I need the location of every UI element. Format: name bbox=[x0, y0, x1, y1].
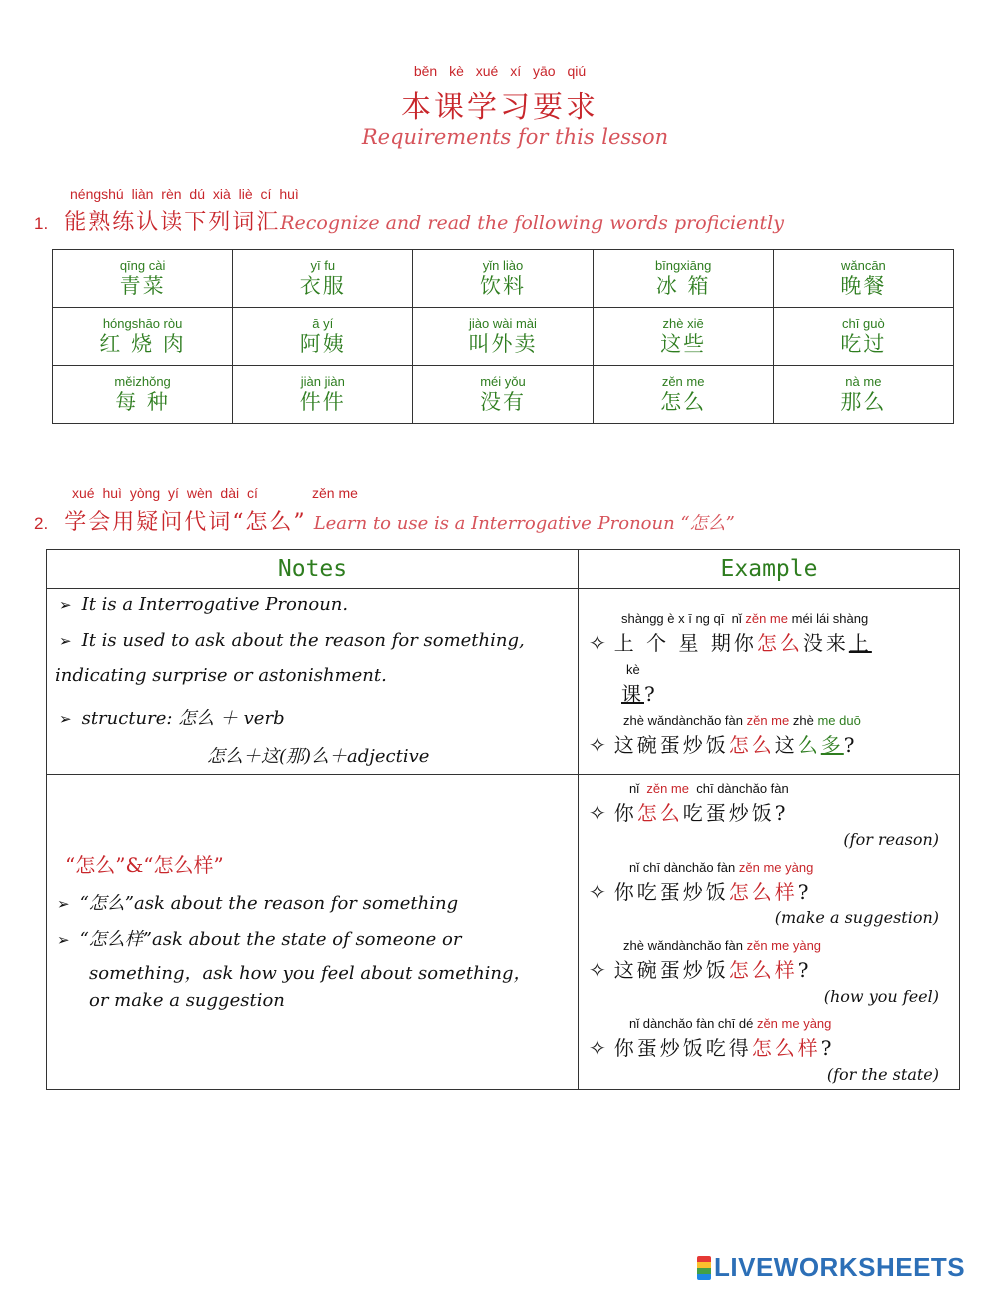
vocab-word: 件件 bbox=[299, 389, 346, 414]
sentence-highlight: 怎么样 bbox=[728, 880, 798, 904]
section1-title-cn: 能熟练认读下列词汇 bbox=[64, 210, 281, 235]
note-text: It is used to ask about the reason for something, bbox=[81, 630, 525, 651]
liveworksheets-logo[interactable] bbox=[697, 1252, 965, 1283]
page-title: 本课学习要求 bbox=[401, 90, 599, 125]
vocab-cell bbox=[773, 366, 953, 424]
vocab-word: 冰 箱 bbox=[655, 273, 711, 298]
diamond-star-icon: ✧ bbox=[589, 631, 606, 655]
example-sentence bbox=[589, 627, 886, 656]
note-bullet bbox=[59, 704, 285, 730]
pinyin-highlight: zěn me yàng bbox=[756, 1016, 832, 1031]
vocab-cell bbox=[413, 308, 593, 366]
pinyin-text: nǐ bbox=[731, 611, 742, 626]
example-tag: (make a suggestion) bbox=[774, 908, 939, 927]
page-subtitle: Requirements for this lesson bbox=[361, 125, 669, 149]
vocab-pinyin: chī guò bbox=[842, 315, 885, 331]
vocab-cell bbox=[773, 250, 953, 308]
example-pinyin bbox=[629, 1016, 831, 1031]
pinyin-highlight: me duō bbox=[817, 713, 861, 728]
note-bullet bbox=[57, 925, 462, 951]
sentence-highlight: 多 bbox=[820, 733, 844, 757]
vocab-cell bbox=[773, 308, 953, 366]
vocab-pinyin: měizhǒng bbox=[114, 373, 171, 389]
note-text: or make a suggestion bbox=[89, 990, 285, 1011]
vocab-cell bbox=[233, 308, 413, 366]
arrow-bullet-icon: ➢ bbox=[59, 710, 72, 728]
vocab-cell bbox=[53, 308, 233, 366]
vocab-word: 这些 bbox=[660, 331, 707, 356]
sentence-text: 你蛋炒饭吃得 bbox=[613, 1036, 752, 1060]
note-text: It is a Interrogative Pronoun. bbox=[81, 594, 349, 615]
section1-title-en: Recognize and read the following words proficiently bbox=[280, 212, 784, 234]
table-row bbox=[53, 366, 954, 424]
vocab-pinyin: zhè xiē bbox=[662, 315, 704, 331]
vocab-cell bbox=[53, 250, 233, 308]
vocab-pinyin: zěn me bbox=[661, 373, 705, 389]
example-pinyin bbox=[629, 781, 789, 796]
note-bullet bbox=[59, 594, 348, 615]
arrow-bullet-icon: ➢ bbox=[59, 632, 72, 650]
table-divider bbox=[47, 774, 959, 775]
logo-text: LIVEWORKSHEETS bbox=[714, 1252, 966, 1282]
note-text: 怎么＋这(那)么＋adjective bbox=[207, 746, 430, 767]
diamond-star-icon: ✧ bbox=[589, 1036, 606, 1060]
sentence-text: ? bbox=[843, 733, 858, 757]
arrow-bullet-icon: ➢ bbox=[59, 596, 72, 614]
note-text: “怎么”ask about the reason for something bbox=[79, 893, 459, 914]
vocab-word: 没有 bbox=[479, 389, 526, 414]
vocab-pinyin: wǎncān bbox=[840, 257, 886, 273]
sentence-text: 没来 bbox=[802, 631, 849, 655]
sentence-text: 课 bbox=[621, 682, 644, 706]
diamond-star-icon: ✧ bbox=[589, 958, 606, 982]
sentence-text: 你 bbox=[613, 801, 637, 825]
section2-pinyin: xué huì yòng yí wèn dài cí bbox=[72, 485, 258, 501]
pinyin-text: chī dànchǎo fàn bbox=[696, 781, 789, 796]
vocab-word: 叫外卖 bbox=[468, 331, 538, 356]
sentence-highlight: 怎么 bbox=[728, 733, 775, 757]
note-bullet bbox=[59, 630, 525, 651]
section2-heading bbox=[34, 505, 735, 536]
example-sentence bbox=[589, 1032, 835, 1061]
logo-icon bbox=[697, 1256, 711, 1280]
example-pinyin: kè bbox=[626, 662, 640, 677]
arrow-bullet-icon: ➢ bbox=[57, 931, 70, 949]
vocab-word: 青菜 bbox=[119, 273, 166, 298]
example-sentence-cont bbox=[621, 678, 658, 707]
sentence-text: 上 bbox=[848, 631, 872, 655]
example-pinyin bbox=[623, 713, 861, 728]
pinyin-highlight: zěn me bbox=[646, 781, 689, 796]
vocab-pinyin: bīngxiāng bbox=[654, 257, 712, 273]
section1-number: 1. bbox=[34, 214, 49, 233]
table-divider bbox=[47, 588, 959, 589]
pinyin-text: shàngg è x ī ng qī bbox=[621, 611, 725, 626]
example-pinyin bbox=[629, 860, 813, 875]
vocab-word: 红 烧 肉 bbox=[99, 331, 186, 356]
example-tag: (how you feel) bbox=[823, 987, 939, 1006]
vocab-pinyin: hóngshāo ròu bbox=[102, 315, 183, 331]
pinyin-text: nǐ chī dànchǎo fàn bbox=[629, 860, 736, 875]
vocab-word: 吃过 bbox=[840, 331, 887, 356]
sentence-text: ? bbox=[797, 880, 812, 904]
note-text: structure: 怎么 ＋ verb bbox=[81, 708, 285, 729]
vocab-pinyin: nà me bbox=[845, 373, 882, 389]
diamond-star-icon: ✧ bbox=[589, 801, 606, 825]
vocabulary-table bbox=[52, 249, 954, 424]
sentence-text: ? bbox=[820, 1036, 835, 1060]
pinyin-highlight: zěn me bbox=[746, 713, 790, 728]
vocab-word: 每 种 bbox=[115, 389, 170, 414]
notes2-title: “怎么”&“怎么样” bbox=[65, 853, 224, 877]
section2-number: 2. bbox=[34, 514, 49, 533]
example-sentence bbox=[589, 876, 812, 905]
vocab-pinyin: méi yǒu bbox=[480, 373, 526, 389]
diamond-star-icon: ✧ bbox=[589, 733, 606, 757]
vocab-cell bbox=[413, 250, 593, 308]
pinyin-highlight: zěn me yàng bbox=[738, 860, 814, 875]
pinyin-text: zhè wǎndànchǎo fàn bbox=[623, 713, 743, 728]
sentence-highlight: 怎么 bbox=[756, 631, 803, 655]
section2-title-en: Learn to use is a Interrogative Pronoun “怎么” bbox=[313, 513, 735, 534]
diamond-star-icon: ✧ bbox=[589, 880, 606, 904]
sentence-text: 这 bbox=[774, 733, 798, 757]
note-text: something，ask how you feel about something， bbox=[89, 963, 532, 984]
example-pinyin bbox=[623, 938, 821, 953]
pinyin-text: zhè bbox=[792, 713, 814, 728]
vocab-cell bbox=[413, 366, 593, 424]
sentence-text: 上 个 星 期你 bbox=[613, 631, 757, 655]
vocab-cell bbox=[593, 250, 773, 308]
sentence-text: 这碗蛋炒饭 bbox=[613, 958, 729, 982]
arrow-bullet-icon: ➢ bbox=[57, 895, 70, 913]
vocab-cell bbox=[53, 366, 233, 424]
pinyin-highlight: zěn me bbox=[745, 611, 788, 626]
sentence-highlight: 么 bbox=[797, 733, 821, 757]
example-header: Example bbox=[720, 556, 818, 582]
vocab-word: 晚餐 bbox=[840, 273, 887, 298]
section2-pinyin-zenme: zěn me bbox=[312, 485, 358, 501]
section1-heading bbox=[34, 205, 784, 236]
sentence-highlight: 怎么 bbox=[636, 801, 683, 825]
notes-header: Notes bbox=[277, 556, 348, 582]
sentence-highlight: 怎么样 bbox=[728, 958, 798, 982]
note-bullet bbox=[57, 889, 458, 915]
pinyin-highlight: zěn me yàng bbox=[746, 938, 822, 953]
vocab-word: 阿姨 bbox=[299, 331, 346, 356]
vocab-pinyin: ā yí bbox=[312, 315, 334, 331]
vocab-word: 怎么 bbox=[660, 389, 707, 414]
grammar-table bbox=[46, 549, 960, 1090]
vocab-pinyin: yī fu bbox=[310, 257, 336, 273]
example-sentence bbox=[589, 954, 812, 983]
example-sentence bbox=[589, 797, 789, 826]
pinyin-text: méi lái shàng bbox=[791, 611, 869, 626]
sentence-text: 这碗蛋炒饭 bbox=[613, 733, 729, 757]
sentence-text: 你吃蛋炒饭 bbox=[613, 880, 729, 904]
table-row bbox=[53, 308, 954, 366]
sentence-text: ? bbox=[797, 958, 812, 982]
vocab-cell bbox=[233, 250, 413, 308]
pinyin-text: zhè wǎndànchǎo fàn bbox=[623, 938, 743, 953]
sentence-highlight: 怎么样 bbox=[751, 1036, 821, 1060]
note-text: “怎么样”ask about the state of someone or bbox=[79, 929, 462, 950]
section1-pinyin: néngshú liàn rèn dú xià liè cí huì bbox=[70, 186, 299, 202]
pinyin-text: nǐ dànchǎo fàn chī dé bbox=[629, 1016, 754, 1031]
vocab-word: 饮料 bbox=[479, 273, 526, 298]
sentence-text: ? bbox=[644, 682, 658, 706]
vocab-pinyin: jiàn jiàn bbox=[300, 373, 345, 389]
pinyin-text: nǐ bbox=[629, 781, 640, 796]
column-divider bbox=[578, 550, 579, 1089]
example-tag: (for reason) bbox=[843, 830, 939, 849]
vocab-cell bbox=[593, 366, 773, 424]
vocab-pinyin: jiào wài mài bbox=[469, 315, 537, 331]
sentence-text: 吃蛋炒饭? bbox=[682, 801, 789, 825]
vocab-word: 衣服 bbox=[299, 273, 346, 298]
table-row bbox=[53, 250, 954, 308]
example-tag: (for the state) bbox=[826, 1065, 939, 1084]
vocab-word: 那么 bbox=[840, 389, 887, 414]
example-sentence bbox=[589, 729, 858, 758]
vocab-cell bbox=[233, 366, 413, 424]
title-pinyin: běn kè xué xí yāo qiú bbox=[413, 63, 587, 79]
example-pinyin bbox=[621, 611, 868, 626]
vocab-pinyin: yǐn liào bbox=[482, 257, 524, 273]
vocab-cell bbox=[593, 308, 773, 366]
section2-title-cn: 学会用疑问代词“怎么” bbox=[64, 510, 307, 535]
vocab-pinyin: qīng cài bbox=[119, 257, 166, 273]
note-text: indicating surprise or astonishment. bbox=[55, 665, 387, 686]
